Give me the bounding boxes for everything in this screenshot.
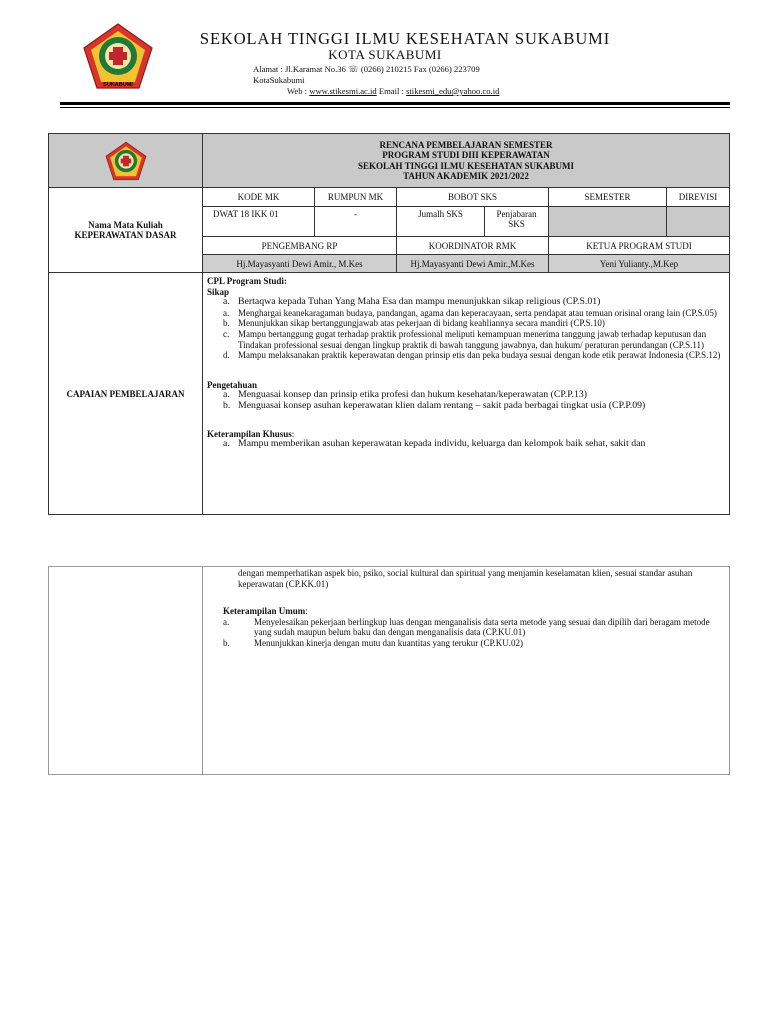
continuation-cell [203, 567, 730, 775]
ketua-name: Yeni Yulianty.,M.Kep [549, 255, 730, 273]
khusus-heading: Keterampilan Khusus: [207, 428, 295, 439]
address-line-1: Alamat : Jl.Karamat No.36 ☏ (0266) 210215 Fax (0266) 223709 [253, 64, 480, 74]
empty-label-cell [49, 567, 203, 775]
continuation-row [49, 567, 730, 775]
logo-lettering: SUKABUMI [103, 82, 133, 88]
small-logo [104, 141, 148, 181]
pengembang-header: PENGEMBANG RP [203, 237, 397, 255]
column-header-row [49, 188, 730, 207]
rps-title-line: RENCANA PEMBELAJARAN SEMESTER [379, 139, 553, 150]
rps-logo-cell [49, 134, 203, 188]
header-rule-thick [60, 102, 730, 105]
ketua-header: KETUA PROGRAM STUDI [549, 237, 730, 255]
course-label: Nama Mata Kuliah [88, 220, 163, 230]
pengembang-name: Hj.Mayasyanti Dewi Amir., M.Kes [203, 255, 397, 273]
khusus-title: Keterampilan Khusus [207, 428, 292, 439]
khusus-continuation: dengan memperhatikan aspek bio, psiko, social kultural dan spiritual yang menjamin keselamatan klien, sesuai standar asuhan keperawatan (CP.KK.01) [238, 568, 693, 589]
rumpun-mk-header: RUMPUN MK [315, 188, 397, 207]
list-item: d. Mampu melaksanakan praktik keperawatan dengan prinsip etis dan peka budaya sesuai dengan kode etik perawat Indonesia (CP.S.12) [223, 350, 721, 361]
cpl-cell [203, 273, 730, 515]
rps-title-cell [203, 134, 730, 188]
kode-mk-value: DWAT 18 IKK 01 [203, 207, 315, 237]
list-item: a. Menguasai konsep dan prinsip etika profesi dan hukum kesehatan/keperawatan (CP.P.13) [223, 389, 588, 401]
koordinator-name: Hj.Mayasyanti Dewi Amir.,M.Kes [397, 255, 549, 273]
penjabaran-sks: Penjabaran SKS [485, 207, 549, 237]
address-line-2: KotaSukabumi [253, 75, 305, 85]
capaian-row [49, 273, 730, 515]
web-label: Web : [287, 86, 308, 96]
semester-header: SEMESTER [549, 188, 667, 207]
umum-heading: Keterampilan Umum: [223, 606, 308, 617]
institution-logo [82, 22, 154, 90]
rps-title-line: PROGRAM STUDI DIII KEPERAWATAN [382, 150, 550, 160]
koordinator-header: KOORDINATOR RMK [397, 237, 549, 255]
list-item: b. Menunjukkan sikap bertanggungjawab atas pekerjaan di bidang keahliannya secara mandiri (CP.S.10) [223, 318, 605, 329]
header-rule-thin [60, 107, 730, 108]
address [253, 64, 480, 86]
bobot-sks-header: BOBOT SKS [397, 188, 549, 207]
direvisi-header: DIREVISI [667, 188, 730, 207]
list-item: a. Bertaqwa kepada Tuhan Yang Maha Esa dan mampu menunjukkan sikap religious (CP.S.01) [223, 296, 601, 308]
rps-title-line: SEKOLAH TINGGI ILMU KESEHATAN SUKABUMI [357, 160, 575, 171]
sikap-title: Sikap [207, 286, 230, 297]
rps-table-continued [48, 566, 730, 775]
kode-mk-header: KODE MK [203, 188, 315, 207]
email-link[interactable]: stikesmi_edu@yahoo.co.id [406, 86, 500, 96]
list-item: b. Menunjukkan kinerja dengan mutu dan kuantitas yang terukur (CP.KU.02) [223, 637, 523, 648]
pengetahuan-list [207, 390, 725, 411]
rps-header-row [49, 134, 730, 188]
jumlah-sks: Jumalh SKS [397, 207, 485, 237]
semester-value [549, 207, 667, 237]
umum-title: Keterampilan Umum [223, 606, 306, 617]
list-item: c. Mampu bertanggung gugat terhadap praktik professional meliputi kemampuan menerima tanggung jawab terhadap keputusan dan Tindakan professional sesuai dengan lingkup praktik di bawah tanggung jawabnya, dan hukum/ peraturan perundangan (CP.S.11) [223, 328, 707, 350]
web-email-line [287, 86, 499, 96]
course-name-cell [49, 188, 203, 273]
web-link[interactable]: www.stikesmi.ac.id [309, 86, 377, 96]
institution-title: SEKOLAH TINGGI ILMU KESEHATAN SUKABUMI [199, 29, 611, 48]
sikap-list [207, 297, 725, 361]
list-item: a. Menyelesaikan pekerjaan berlingkup luas dengan menganalisis data serta metode yang sesuai dan dipilih dari beragam metode yang sudah maupun belum baku dan dengan menganalisis data (CP.KU.01) [223, 616, 710, 638]
list-item: b. Menguasai konsep asuhan keperawatan klien dalam rentang – sakit pada berbagai tingkat usia (CP.P.09) [223, 399, 646, 411]
umum-list [207, 617, 725, 649]
list-item: a. Menghargai keanekaragaman budaya, pandangan, agama dan keperacayaan, serta pendapat atau temuan orisinal orang lain (CP.S.05) [223, 307, 717, 318]
email-label: Email : [378, 86, 404, 96]
rumpun-mk-value: - [315, 207, 397, 237]
institution-city: KOTA SUKABUMI [328, 47, 442, 62]
rps-title-line: TAHUN AKADEMIK 2021/2022 [403, 171, 529, 181]
cpl-title: CPL Program Studi: [207, 276, 287, 286]
direvisi-value [667, 207, 730, 237]
khusus-list [207, 439, 725, 450]
pengetahuan-title: Pengetahuan [207, 379, 258, 390]
list-item: a. Mampu memberikan asuhan keperawatan kepada individu, keluarga dan kelompok baik sehat, sakit dan [223, 438, 646, 450]
rps-table [48, 133, 730, 515]
course-name: KEPERAWATAN DASAR [74, 230, 177, 240]
capaian-label: CAPAIAN PEMBELAJARAN [49, 273, 203, 515]
